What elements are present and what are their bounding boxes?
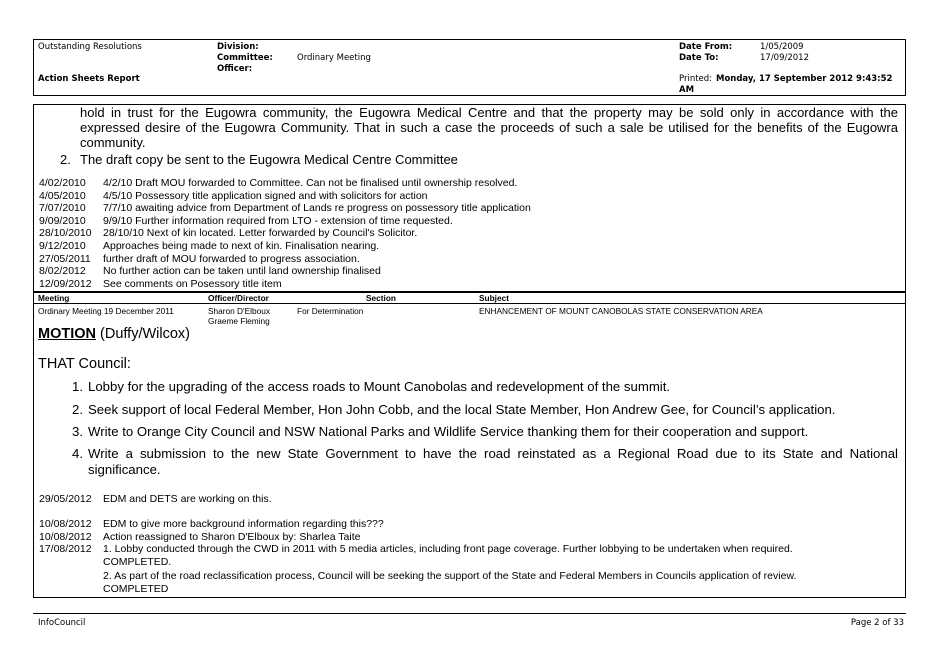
log-continuation: 2. As part of the road reclassification process, Council will be seeking the support of the State and Federal Members in Councils application of review. — [103, 570, 797, 583]
col-section: Section — [366, 293, 396, 303]
division-label: Division: — [217, 42, 259, 52]
log-text: EDM to give more background information regarding this??? — [103, 518, 384, 530]
log-text: 4/2/10 Draft MOU forwarded to Committee. Can not be finalised until ownership resolved. — [103, 177, 518, 189]
log-text: Approaches being made to next of kin. Finalisation nearing. — [103, 240, 380, 252]
action-log — [0, 177, 939, 291]
log-text: EDM and DETS are working on this. — [103, 493, 272, 505]
footer-left: InfoCouncil — [38, 618, 86, 628]
motion-item-num: 4. — [72, 446, 83, 461]
log-text: No further action can be taken until land ownership finalised — [103, 265, 381, 278]
motion-item-num: 2. — [72, 402, 83, 417]
log-date: 4/02/2010 — [39, 177, 86, 189]
log-text: 7/7/10 awaiting advice from Department of Lands re progress on possessory title application — [103, 202, 531, 215]
log-date: 9/09/2010 — [39, 214, 86, 227]
log-date: 4/05/2010 — [39, 189, 86, 202]
motion-heading — [38, 326, 190, 342]
section-cell: For Determination — [297, 306, 364, 316]
subject-cell: ENHANCEMENT OF MOUNT CANOBOLAS STATE CONSERVATION AREA — [479, 306, 763, 316]
motion-item-line: Write a submission to the new State Government to have the road reinstated as a Regional Road due to its State and National — [88, 446, 898, 461]
date-to-value: 17/09/2012 — [760, 53, 809, 63]
log-text: further draft of MOU forwarded to progress association. — [103, 252, 360, 265]
log-text: See comments on Posessory title item — [103, 277, 282, 290]
log-date: 10/08/2012 — [39, 530, 92, 543]
motion-item-text: Lobby for the upgrading of the access roads to Mount Canobolas and redevelopment of the summit. — [88, 379, 671, 394]
meeting-cell: Ordinary Meeting 19 December 2011 — [38, 306, 174, 316]
resolution-item-text: The draft copy be sent to the Eugowra Medical Centre Committee — [80, 152, 458, 167]
resolution-item-number: 2. — [60, 152, 71, 167]
committee-label: Committee: — [217, 53, 273, 63]
log-date: 12/09/2012 — [39, 277, 92, 290]
date-from-value: 1/05/2009 — [760, 42, 804, 52]
col-meeting: Meeting — [38, 293, 70, 303]
printed-label: Printed: — [679, 74, 713, 84]
motion-item-num: 1. — [72, 379, 83, 394]
log-date: 10/08/2012 — [39, 518, 92, 530]
action-log-2 — [0, 493, 939, 595]
officer-cell-2: Graeme Fleming — [208, 316, 270, 326]
officer-cell-1: Sharon D'Elboux — [208, 306, 271, 316]
motion-item-num: 3. — [72, 424, 83, 439]
officer-label: Officer: — [217, 64, 253, 74]
resolution-line: expressed desire of the Eugowra Community. That in such a case the proceeds of such a sale be utilised for the benefits of the Eugowra — [80, 120, 898, 135]
log-date: 7/07/2010 — [39, 202, 86, 215]
log-text: 1. Lobby conducted through the CWD in 2011 with 5 media articles, including front page coverage. Further lobbying to be undertaken when required. — [103, 543, 793, 556]
log-date: 8/02/2012 — [39, 265, 86, 278]
log-continuation: COMPLETED — [103, 583, 169, 595]
log-date: 27/05/2011 — [39, 252, 91, 265]
resolution-paragraph — [80, 105, 898, 150]
table-header-row — [33, 292, 906, 304]
log-date: 29/05/2012 — [39, 493, 92, 505]
footer-rule — [33, 613, 906, 614]
report-name: Outstanding Resolutions — [38, 42, 142, 52]
log-text: 28/10/10 Next of kin located. Letter forwarded by Council's Solicitor. — [103, 227, 418, 240]
date-from-label: Date From: — [679, 42, 733, 52]
col-subject: Subject — [479, 293, 509, 303]
footer-page-number: Page 2 of 33 — [850, 618, 904, 628]
log-continuation: COMPLETED. — [103, 555, 172, 568]
date-to-label: Date To: — [679, 53, 719, 63]
log-date: 17/08/2012 — [39, 543, 92, 556]
that-council: THAT Council: — [38, 356, 131, 372]
motion-item-line: significance. — [88, 462, 161, 477]
printed-ampm: AM — [679, 85, 695, 95]
resolution-line: hold in trust for the Eugowra community, the Eugowra Medical Centre and that the property may be sold only in accordance with the — [80, 105, 898, 120]
motion-movers: (Duffy/Wilcox) — [96, 326, 190, 342]
motion-item-text: Write to Orange City Council and NSW National Parks and Wildlife Service thanking them for their cooperation and support. — [88, 424, 809, 439]
printed-value: Monday, 17 September 2012 9:43:52 — [716, 74, 893, 84]
log-date: 28/10/2010 — [39, 227, 92, 240]
resolution-line: community. — [80, 135, 146, 150]
motion-word: MOTION — [38, 326, 96, 342]
committee-value: Ordinary Meeting — [297, 53, 371, 63]
log-text: 4/5/10 Possessory title application signed and with solicitors for action — [103, 189, 428, 202]
report-type: Action Sheets Report — [38, 74, 140, 84]
log-text: 9/9/10 Further information required from LTO - extension of time requested. — [103, 214, 453, 227]
motion-item-text: Seek support of local Federal Member, Hon John Cobb, and the local State Member, Hon Andrew Gee, for Council’s application. — [88, 402, 836, 417]
col-officer: Officer/Director — [208, 293, 269, 303]
log-text: Action reassigned to Sharon D'Elboux by: Sharlea Taite — [103, 530, 361, 543]
log-date: 9/12/2010 — [39, 240, 86, 252]
motion-item-text — [88, 446, 898, 478]
